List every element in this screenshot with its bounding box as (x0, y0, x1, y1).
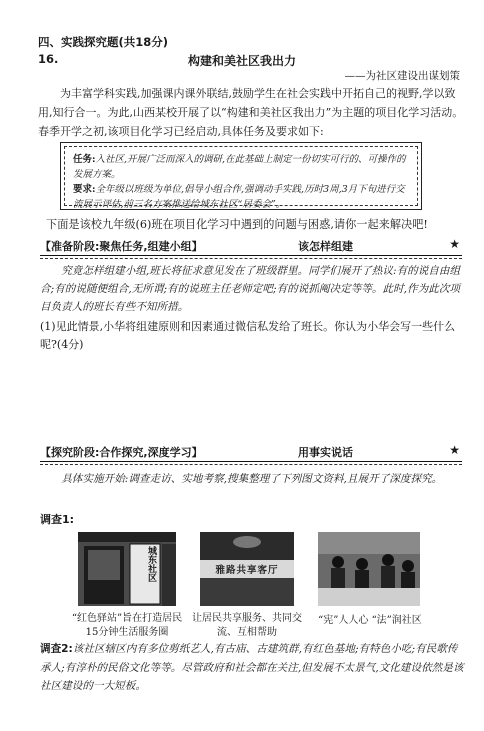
intro-paragraph: 为丰富学科实践,加强课内课外联结,鼓励学生在社会实践中开拓自己的视野,学以致用,知行合一。为此,山西某校开展了以“构建和美社区我出力”为主题的项目化学习活动。春季开学之初,该项目化学习已经启动,具体任务及要求如下: (38, 87, 464, 138)
section-title: 四、实践探究题(共18分) (38, 35, 169, 49)
requirement-label: 要求: (73, 184, 96, 195)
survey-1-label: 调查1: (40, 513, 75, 526)
stage-explore-topic: 用事实说话 (298, 446, 353, 459)
requirement-line (73, 182, 409, 212)
question-1: (1)见此情景,小华将组建原则和因素通过微信私发给了班长。你认为小华会写一些什么呢?(4分) (40, 320, 456, 351)
red-station-illustration (78, 532, 176, 606)
question-number: 16. (38, 52, 59, 66)
task-line (73, 152, 409, 182)
stage-prep-paragraph: 究竟怎样组建小组,班长将征求意见发在了班级群里。同学们展开了热议:有的说自由组合;有的说随便组合,无所谓;有的说班主任老师定吧;有的说抓阄决定等等。此时,作为此次项目负责人的班长有些不知所措。 (40, 265, 461, 313)
task-label: 任务: (73, 154, 96, 165)
dashed-divider (40, 464, 462, 465)
dashed-divider (40, 258, 462, 259)
photo-caption-3: “宪”人人心 “法”润社区 (318, 615, 422, 626)
page-title: 构建和美社区我出力 (187, 54, 296, 68)
survey-2-paragraph (40, 640, 466, 696)
intro-line: 下面是该校九年级(6)班在项目化学习中遇到的问题与困惑,请你一起来解决吧! (46, 218, 428, 231)
task-box-inner (64, 146, 418, 210)
star-icon: ★ (449, 237, 460, 251)
law-meeting-photo (318, 532, 420, 606)
task-box (60, 142, 422, 210)
shared-room-photo (200, 532, 294, 606)
stage-explore-title: 【探究阶段:合作探究,深度学习】 (40, 446, 203, 459)
subtitle: ——为社区建设出谋划策 (344, 70, 460, 82)
stage-explore-header (40, 444, 462, 462)
shared-room-sign: 雅路共享客厅 (215, 565, 279, 576)
stage-prep-header (40, 238, 462, 256)
photo-caption-1: “红色驿站”旨在打造居民15分钟生活服务圈 (71, 613, 183, 638)
community-sign: 城东社区 (146, 546, 156, 582)
survey-2-text: 该社区辖区内有多位剪纸艺人,有古庙、古建筑群,有红色基地;有特色小吃;有民歌传承人;有淳朴的民俗文化等等。尽管政府和社会都在关注,但发展不太景气,文化建设依然是该社区建设的一大短板。 (40, 643, 464, 692)
stage-explore-paragraph: 具体实施开始:调查走访、实地考察,搜集整理了下列图文资料,且展开了深度探究。 (61, 473, 443, 485)
task-text: 入社区,开展广泛而深入的调研,在此基础上制定一份切实可行的、可操作的发展方案。 (73, 154, 406, 180)
requirement-text: 全年级以班级为单位,倡导小组合作,强调动手实践,历时3周,3月下旬进行交流展示评估,前三名方案推送给城东社区“居委会”。 (73, 184, 405, 210)
law-meeting-illustration (318, 532, 420, 606)
stage-prep-title: 【准备阶段:聚焦任务,组建小组】 (40, 240, 203, 253)
stage-prep-topic: 该怎样组建 (298, 240, 353, 253)
red-station-photo (78, 532, 176, 606)
survey-2-label: 调查2: (40, 643, 73, 655)
star-icon: ★ (449, 443, 460, 457)
photo-caption-2: 让居民共享服务、共同交流、互相帮助 (192, 613, 302, 638)
